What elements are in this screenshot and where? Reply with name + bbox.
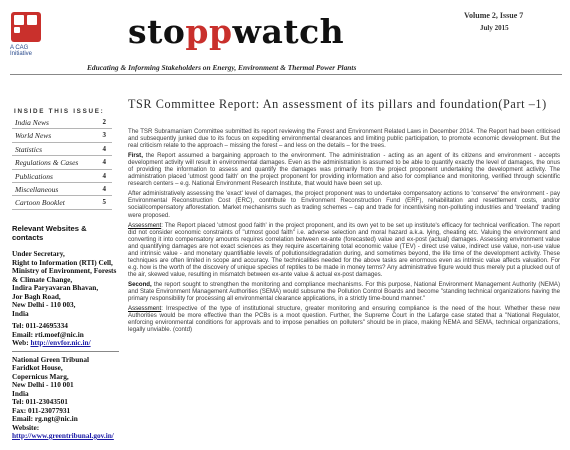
ngt-address [12,356,119,424]
ngt-web-row [12,424,119,441]
article-paragraph [128,152,560,187]
ngt-web-label: Website: [12,422,40,432]
paragraph-lead: Assessment [128,221,162,229]
moef-address-line: India [12,308,29,318]
ngt-address-line: National Green Tribunal [12,354,90,364]
websites-heading: Relevant Websites & contacts [12,224,87,242]
toc-page: 4 [102,158,106,167]
toc-page: 4 [102,171,106,180]
moef-address-line: Indira Paryavaran Bhavan, [12,283,99,292]
toc-item [12,196,112,209]
paragraph-lead: Second, [128,280,152,288]
toc-item [12,129,112,142]
moef-tel: Tel: 011-24695334 [12,321,68,330]
toc-label: Publications [15,171,53,181]
toc-page: 4 [102,184,106,193]
toc-rule [12,209,112,210]
ngt-address-line: Email: rg.ngt@nic.in [12,414,78,423]
ngt-address-line: Tel: 011-23043501 [12,397,68,406]
article-body [128,128,560,336]
contacts-divider [12,351,119,352]
toc-item [12,183,112,196]
paragraph-text: : The Report placed 'utmost good faith' in the project proponent, and its own yet to be set up institute's efficacy for technical verification. The report did not consider economic constraints of "utmost good faith" i.e. adverse selection and moral hazard a.k.a. lying, cheating etc. Valuing the environment and converting it into compensatory amounts requires correlation between ex-ante (forecasted) value and ex-post (actual) damages. Assessing environment value and quantifying damages are not exact sciences as they require ascertaining total economic value (TEV) - direct use value, indirect use value, non-use value and intrinsic value - and monetary quantifiable levels of pollutions/degradation during, and sometimes beyond, the life time of the development activity. These techniques are often limited in scope and accuracy. The technicalities needed for the above tasks are enormous even as intrinsic value affects valuation. For e.g. how is the worth of the discovery of unique species of reptiles to be made in money terms? Any administrative figure would thus merely put a plucked out of the air, skewed value, resulting in mismatch between ex-ante value & actual ex-post damages. [128,221,560,278]
ngt-address-line: Fax: 011-23077931 [12,405,71,415]
article-paragraph [128,281,560,302]
article-paragraph [128,128,560,149]
paragraph-text: the report sought to strengthen the monitoring and compliance mechanisms. For this purpose, National Environment Management Authority (NEMA) and State Environment Management Authorities (SEMA) would subsume the Pollution Control Boards and become "standing technical organizations having the primary responsibility for processing all environmental clearance applications, in a strictly time-bound manner." [128,280,560,303]
paragraph-text: The TSR Subramaniam Committee submitted its report reviewing the Forest and Environment Related Laws in December 2014. The Report had been criticised and subsequently junked due to its focus on expediting environmental clearances and limiting public participation, to promote economic development. But the real criticism relate to the approach – missing the forest – and less on the details – for the trees. [128,128,560,150]
moef-address-line: Ministry of Environment, Forests & Climate Change, [12,266,117,284]
moef-address-line: Under Secretary, [12,249,65,258]
article-paragraph [128,190,560,218]
moef-web-row [12,339,119,348]
moef-address-line: New Delhi - 110 003, [12,300,76,309]
ngt-web-link[interactable]: http://www.greentribunal.gov.in/ [12,431,114,440]
toc-label: Miscellaneous [15,184,59,194]
toc-label: India News [15,118,49,127]
toc-item [12,170,112,183]
ngt-address-line: Faridkot House, [12,363,63,372]
toc-item [12,116,112,129]
toc-item [12,156,112,169]
toc-page: 3 [102,131,106,140]
article-paragraph [128,222,560,278]
toc-page: 4 [102,144,106,153]
moef-address-line: Jor Bagh Road, [12,291,61,301]
inside-this-issue-title: INSIDE THIS ISSUE: [14,108,105,115]
tagline: Educating & Informing Stakeholders on Energy, Environment & Thermal Power Plants [87,63,357,72]
toc-label: Statistics [15,144,43,154]
toc-page: 2 [102,118,106,126]
contacts-panel [12,224,119,441]
moef-address-line: Right to Information (RTI) Cell, [12,257,113,267]
ngt-address-line: Copernicus Marg, [12,371,69,381]
ngt-address-line: New Delhi - 110 001 [12,380,74,389]
masthead-text: stoppwatch [128,12,345,51]
toc-label: Cartoon Booklet [15,198,65,208]
paragraph-text: After administratively assessing the 'exact' level of damages, the project proponent was to undertake compensatory actions to 'conserve' the environment - pay Environmental Reconstruction Cost (ERC), contribute to Environment Reconstruction Fund (ERF), rehabilitation and resettlement costs, and/or social/compensatory afforestation. Market mechanisms such as trading schemes – cap and trade for incentivising non-polluting industries and 'treeland' trading were proposed. [128,190,560,219]
moef-email: Email: rti.moef@nic.in [12,329,84,339]
moef-web-label: Web: [12,338,29,347]
volume-issue: Volume 2, Issue 7 [464,11,524,20]
toc-item [12,143,112,156]
article-title: TSR Committee Report: An assessment of its pillars and foundation(Part –1) [128,97,547,111]
ngt-address-line: India [12,388,29,398]
issue-date: July 2015 [480,24,509,32]
masthead [128,12,344,51]
paragraph-lead: First, [128,152,143,160]
cag-logo [11,12,41,42]
toc-label: World News [15,131,52,141]
logo-caption: A CAG Initiative [10,45,33,57]
paragraph-lead: Assessment [128,305,162,313]
moef-web-link[interactable]: http://envfor.nic.in/ [30,338,91,347]
moef-address [12,250,119,318]
article-paragraph [128,305,560,333]
toc-page: 5 [102,198,106,207]
toc-label: Regulations & Cases [15,158,79,168]
table-of-contents [12,116,112,210]
header-divider [10,74,562,75]
paragraph-text: the Report assumed a bargaining approach to the environment. The administration - acting as an agent of its citizens and environment - accepts development activity will result in environmental damages. Even as the administration is assumed to be able to quantify exactly the level of damages, the onus of providing the information to assess and quantify the damages was primarily from the project proponent undertaking the development activity. The administration placed 'utmost good faith' on the project proponent for providing information and also for compliance and monitoring, verified through scientific research centers – e.g. National Environment Research Institute, that would have been set up. [128,152,560,188]
paragraph-text: : Irrespective of the type of institutional structure, greater monitoring and ensuring compliance is the need of the hour. Whether these new Authorities would be more effective than the PCBs is a moot question. Further, the Supreme Court in the Lafarge case stated that a "National Regulator, enforcing environmental conditions for approvals and to impose penalties on polluters" should be in place, making NEMA and SEMA, technical organizations, legally unviable. (contd) [128,305,560,334]
